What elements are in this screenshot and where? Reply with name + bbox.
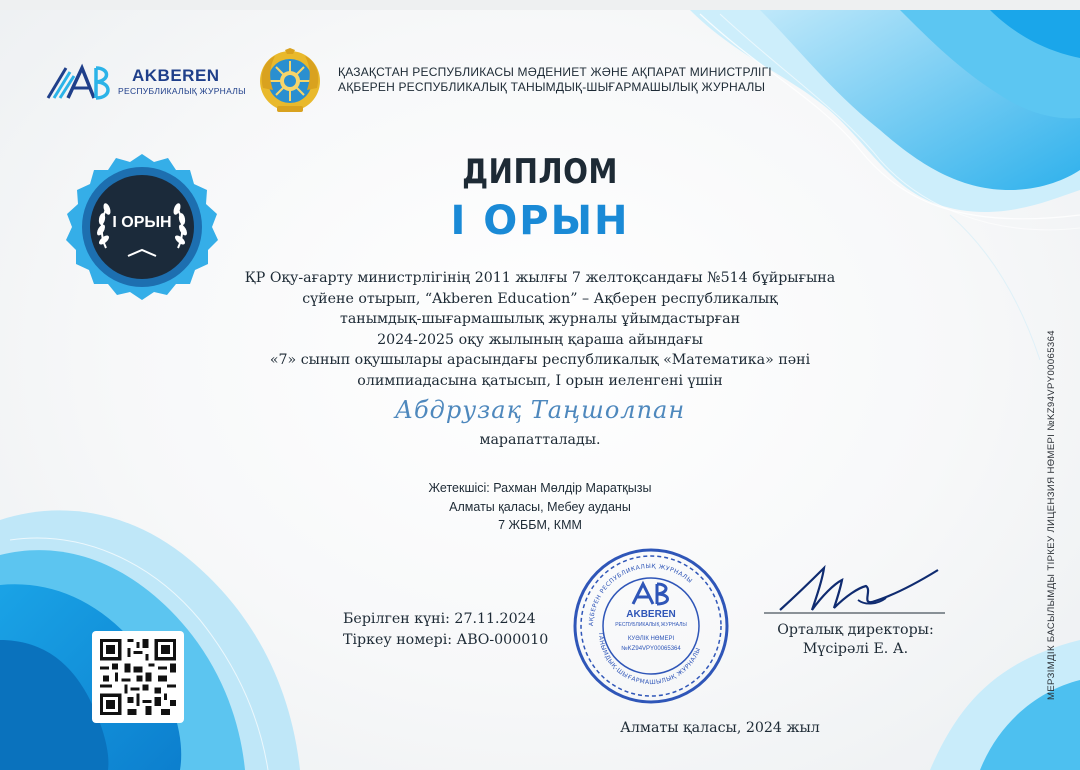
supervisor-location: Алматы қаласы, Мебеу ауданы [449, 499, 631, 514]
description-line: олимпиадасына қатысып, I орын иеленгені үшін [357, 372, 723, 389]
badge-label: I ОРЫН [112, 214, 172, 231]
brand-name: AKBEREN [132, 66, 220, 85]
description-line: ҚР Оқу-ағарту министрлігінің 2011 жылғы 7 желтоқсандағы №514 бұйрығына [244, 270, 836, 286]
supervisor-school: 7 ЖББМ, КММ [498, 518, 582, 532]
license-text: МЕРЗІМДІК БАСЫЛЫМДЫ ТІРКЕУ ЛИЦЕНЗИЯ НӨМЕРІ №KZ94VPY00065364 [1046, 330, 1057, 700]
stamp-cert-label: КУӘЛІК НӨМЕРІ [627, 636, 675, 642]
description-line: танымдық-шығармашылық журналы ұйымдастырған [339, 311, 741, 328]
organization-line-1: ҚАЗАҚСТАН РЕСПУБЛИКАСЫ МӘДЕНИЕТ ЖӘНЕ АҚПАРАТ МИНИСТРЛІГІ [338, 65, 772, 79]
akberen-logo-icon [44, 62, 114, 102]
director-name: Мүсірәлі Е. А. [802, 641, 909, 657]
issue-info [343, 609, 548, 651]
description-line: сүйене отырып, “Akberen Education” – Ақберен республикалық [302, 290, 778, 307]
organization-header [338, 65, 772, 95]
qr-code-icon[interactable] [100, 639, 176, 715]
recipient-name: Абдрузақ Таңшолпан [394, 396, 686, 424]
place-title: I ОРЫН [450, 198, 630, 244]
director-title: Орталық директоры: [777, 622, 934, 638]
description-line: 2024-2025 оқу жылының қараша айындағы [377, 331, 703, 348]
stamp-brand: AKBEREN [626, 609, 676, 620]
issue-date: Берілген күні: 27.11.2024 [343, 611, 536, 627]
kazakhstan-emblem-icon [255, 48, 325, 114]
organization-line-2: АҚБЕРЕН РЕСПУБЛИКАЛЫҚ ТАНЫМДЫҚ-ШЫҒАРМАШЫЛЫҚ ЖУРНАЛЫ [338, 80, 766, 94]
award-description [230, 268, 850, 392]
city-year: Алматы қаласы, 2024 жыл [620, 720, 820, 736]
stamp-sub: РЕСПУБЛИКАЛЫҚ ЖУРНАЛЫ [615, 622, 687, 628]
diploma-title: ДИПЛОМ [462, 152, 618, 192]
official-stamp-icon [571, 546, 731, 706]
signature-icon [762, 560, 947, 622]
awarded-text: марапатталады. [479, 432, 601, 448]
svg-text:ТАНЫМДЫҚ-ШЫҒАРМАШЫЛЫҚ ЖУРНАЛЫ: ТАНЫМДЫҚ-ШЫҒАРМАШЫЛЫҚ ЖУРНАЛЫ [596, 631, 703, 687]
registration-number: Тіркеу номері: АВО-000010 [343, 632, 549, 648]
description-line: «7» сынып оқушылары арасындағы республикалық «Математика» пәні [269, 352, 811, 369]
director-info [758, 621, 953, 659]
supervisor-info [380, 479, 700, 535]
stamp-cert-number: №KZ94VPY00065364 [621, 646, 681, 652]
brand-subtitle: РЕСПУБЛИКАЛЫҚ ЖУРНАЛЫ [118, 86, 246, 96]
svg-text:АҚБЕРЕН РЕСПУБЛИКАЛЫҚ ЖУРНАЛЫ: АҚБЕРЕН РЕСПУБЛИКАЛЫҚ ЖУРНАЛЫ [587, 562, 694, 627]
supervisor-name: Жетекшісі: Рахман Мөлдір Маратқызы [428, 481, 652, 495]
